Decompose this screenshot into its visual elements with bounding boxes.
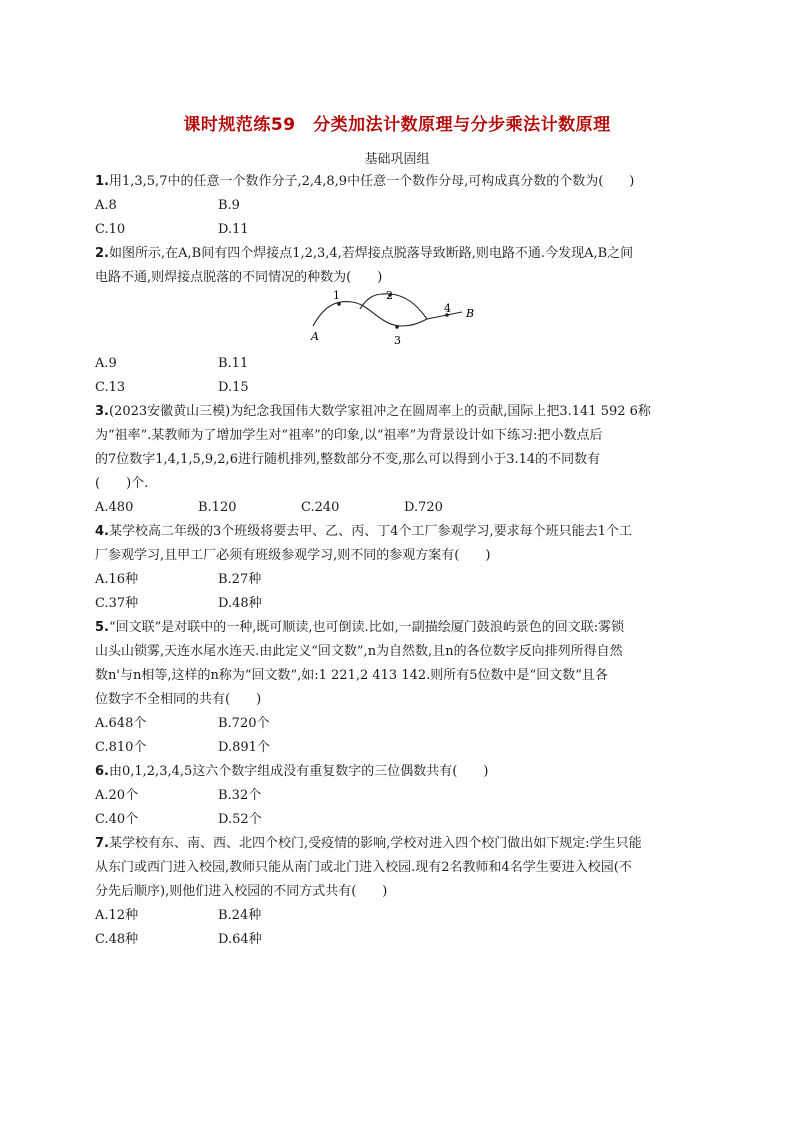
option-a: A.8 xyxy=(95,198,117,213)
page-title: 课时规范练59 分类加法计数原理与分步乘法计数原理 xyxy=(183,115,611,135)
label-2: 2 xyxy=(386,290,393,302)
question-text: 6.由0,1,2,3,4,5这六个数字组成没有重复数字的三位偶数共有( ) xyxy=(95,764,489,779)
option-a: A.20个 xyxy=(95,788,139,803)
label-b: B xyxy=(466,307,475,320)
question-list xyxy=(95,170,700,952)
question-text: 7.某学校有东、南、西、北四个校门,受疫情的影响,学校对进入四个校门做出如下规定:学生只能 xyxy=(95,836,642,851)
junction-3 xyxy=(395,325,399,329)
question-text-line: 分先后顺序),则他们进入校园的不同方式共有( ) xyxy=(95,884,388,899)
options xyxy=(95,712,700,760)
option-d: D.64种 xyxy=(218,932,262,947)
circuit-branch-upper xyxy=(360,294,427,319)
option-b: B.27种 xyxy=(218,572,262,587)
question-text: 1.用1,3,5,7中的任意一个数作分子,2,4,8,9中任意一个数作分母,可构成真分数的个数为( ) xyxy=(95,174,635,189)
question-text-line: 电路不通,则焊接点脱落的不同情况的种数为( ) xyxy=(95,270,383,285)
option-a: A.16种 xyxy=(95,572,139,587)
option-b: B.720个 xyxy=(218,716,270,731)
option-d: D.52个 xyxy=(218,812,262,827)
question-text-line: 为“祖率”.某教师为了增加学生对“祖率”的印象,以“祖率”为背景设计如下练习:把小数点后 xyxy=(95,428,603,443)
option-c: C.10 xyxy=(95,222,126,237)
label-3: 3 xyxy=(394,334,401,347)
option-d: D.48种 xyxy=(218,596,262,611)
question-text-line: 从东门或西门进入校园,教师只能从南门或北门进入校园.现有2名教师和4名学生要进入校园(不 xyxy=(95,860,632,875)
question-1 xyxy=(95,170,700,242)
question-2 xyxy=(95,242,700,400)
section-heading: 基础巩固组 xyxy=(364,152,430,167)
label-1: 1 xyxy=(333,290,340,302)
question-7 xyxy=(95,832,700,952)
option-a: A.9 xyxy=(95,356,117,371)
option-a: A.480 xyxy=(95,500,134,515)
junction-1 xyxy=(337,302,341,306)
option-a: A.12种 xyxy=(95,908,139,923)
option-b: B.11 xyxy=(218,356,249,371)
question-3 xyxy=(95,400,700,520)
options xyxy=(95,568,700,616)
option-c: C.240 xyxy=(301,500,340,515)
option-b: B.9 xyxy=(218,198,240,213)
label-a: A xyxy=(311,330,319,343)
option-d: D.15 xyxy=(218,380,249,395)
question-5 xyxy=(95,616,700,760)
question-text-line: 的7位数字1,4,1,5,9,2,6进行随机排列,整数部分不变,那么可以得到小于3.14的不同数有 xyxy=(95,452,601,467)
option-d: D.720 xyxy=(404,500,443,515)
question-text-line: 厂参观学习,且甲工厂必须有班级参观学习,则不同的参观方案有( ) xyxy=(95,548,491,563)
question-text: 5.“回文联”是对联中的一种,既可顺读,也可倒读.比如,一副描绘厦门鼓浪屿景色的回文联:雾锁 xyxy=(95,620,625,635)
option-d: D.891个 xyxy=(218,740,270,755)
question-text-line: ( )个. xyxy=(95,476,149,491)
question-text: 3.(2023安徽黄山三模)为纪念我国伟大数学家祖冲之在圆周率上的贡献,国际上把3.141 592 6称 xyxy=(95,404,651,419)
options xyxy=(95,496,700,520)
question-text: 4.某学校高二年级的3个班级将要去甲、乙、丙、丁4个工厂参观学习,要求每个班只能去1个工 xyxy=(95,524,632,539)
options xyxy=(95,784,700,832)
option-c: C.37种 xyxy=(95,596,139,611)
circuit-svg xyxy=(310,290,490,352)
option-b: B.120 xyxy=(198,500,237,515)
options xyxy=(95,194,700,242)
label-4: 4 xyxy=(444,302,451,315)
question-text-line: 山头山锁雾,天连水尾水连天.由此定义“回文数”,n为自然数,且n的各位数字反向排列所得自然 xyxy=(95,644,623,659)
question-4 xyxy=(95,520,700,616)
question-6 xyxy=(95,760,700,832)
circuit-wire xyxy=(313,302,462,326)
option-c: C.13 xyxy=(95,380,126,395)
option-c: C.48种 xyxy=(95,932,139,947)
option-c: C.810个 xyxy=(95,740,147,755)
option-c: C.40个 xyxy=(95,812,139,827)
question-text-line: 数n'与n相等,这样的n称为“回文数”,如:1 221,2 413 142.则所有5位数中是“回文数”且各 xyxy=(95,668,608,683)
options xyxy=(95,352,700,400)
option-b: B.32个 xyxy=(218,788,262,803)
option-a: A.648个 xyxy=(95,716,147,731)
circuit-diagram xyxy=(95,290,700,352)
question-text-line: 位数字不全相同的共有( ) xyxy=(95,692,262,707)
options xyxy=(95,904,700,952)
question-text: 2.如图所示,在A,B间有四个焊接点1,2,3,4,若焊接点脱落导致断路,则电路不通.今发现A,B之间 xyxy=(95,246,634,261)
option-d: D.11 xyxy=(218,222,249,237)
option-b: B.24种 xyxy=(218,908,262,923)
